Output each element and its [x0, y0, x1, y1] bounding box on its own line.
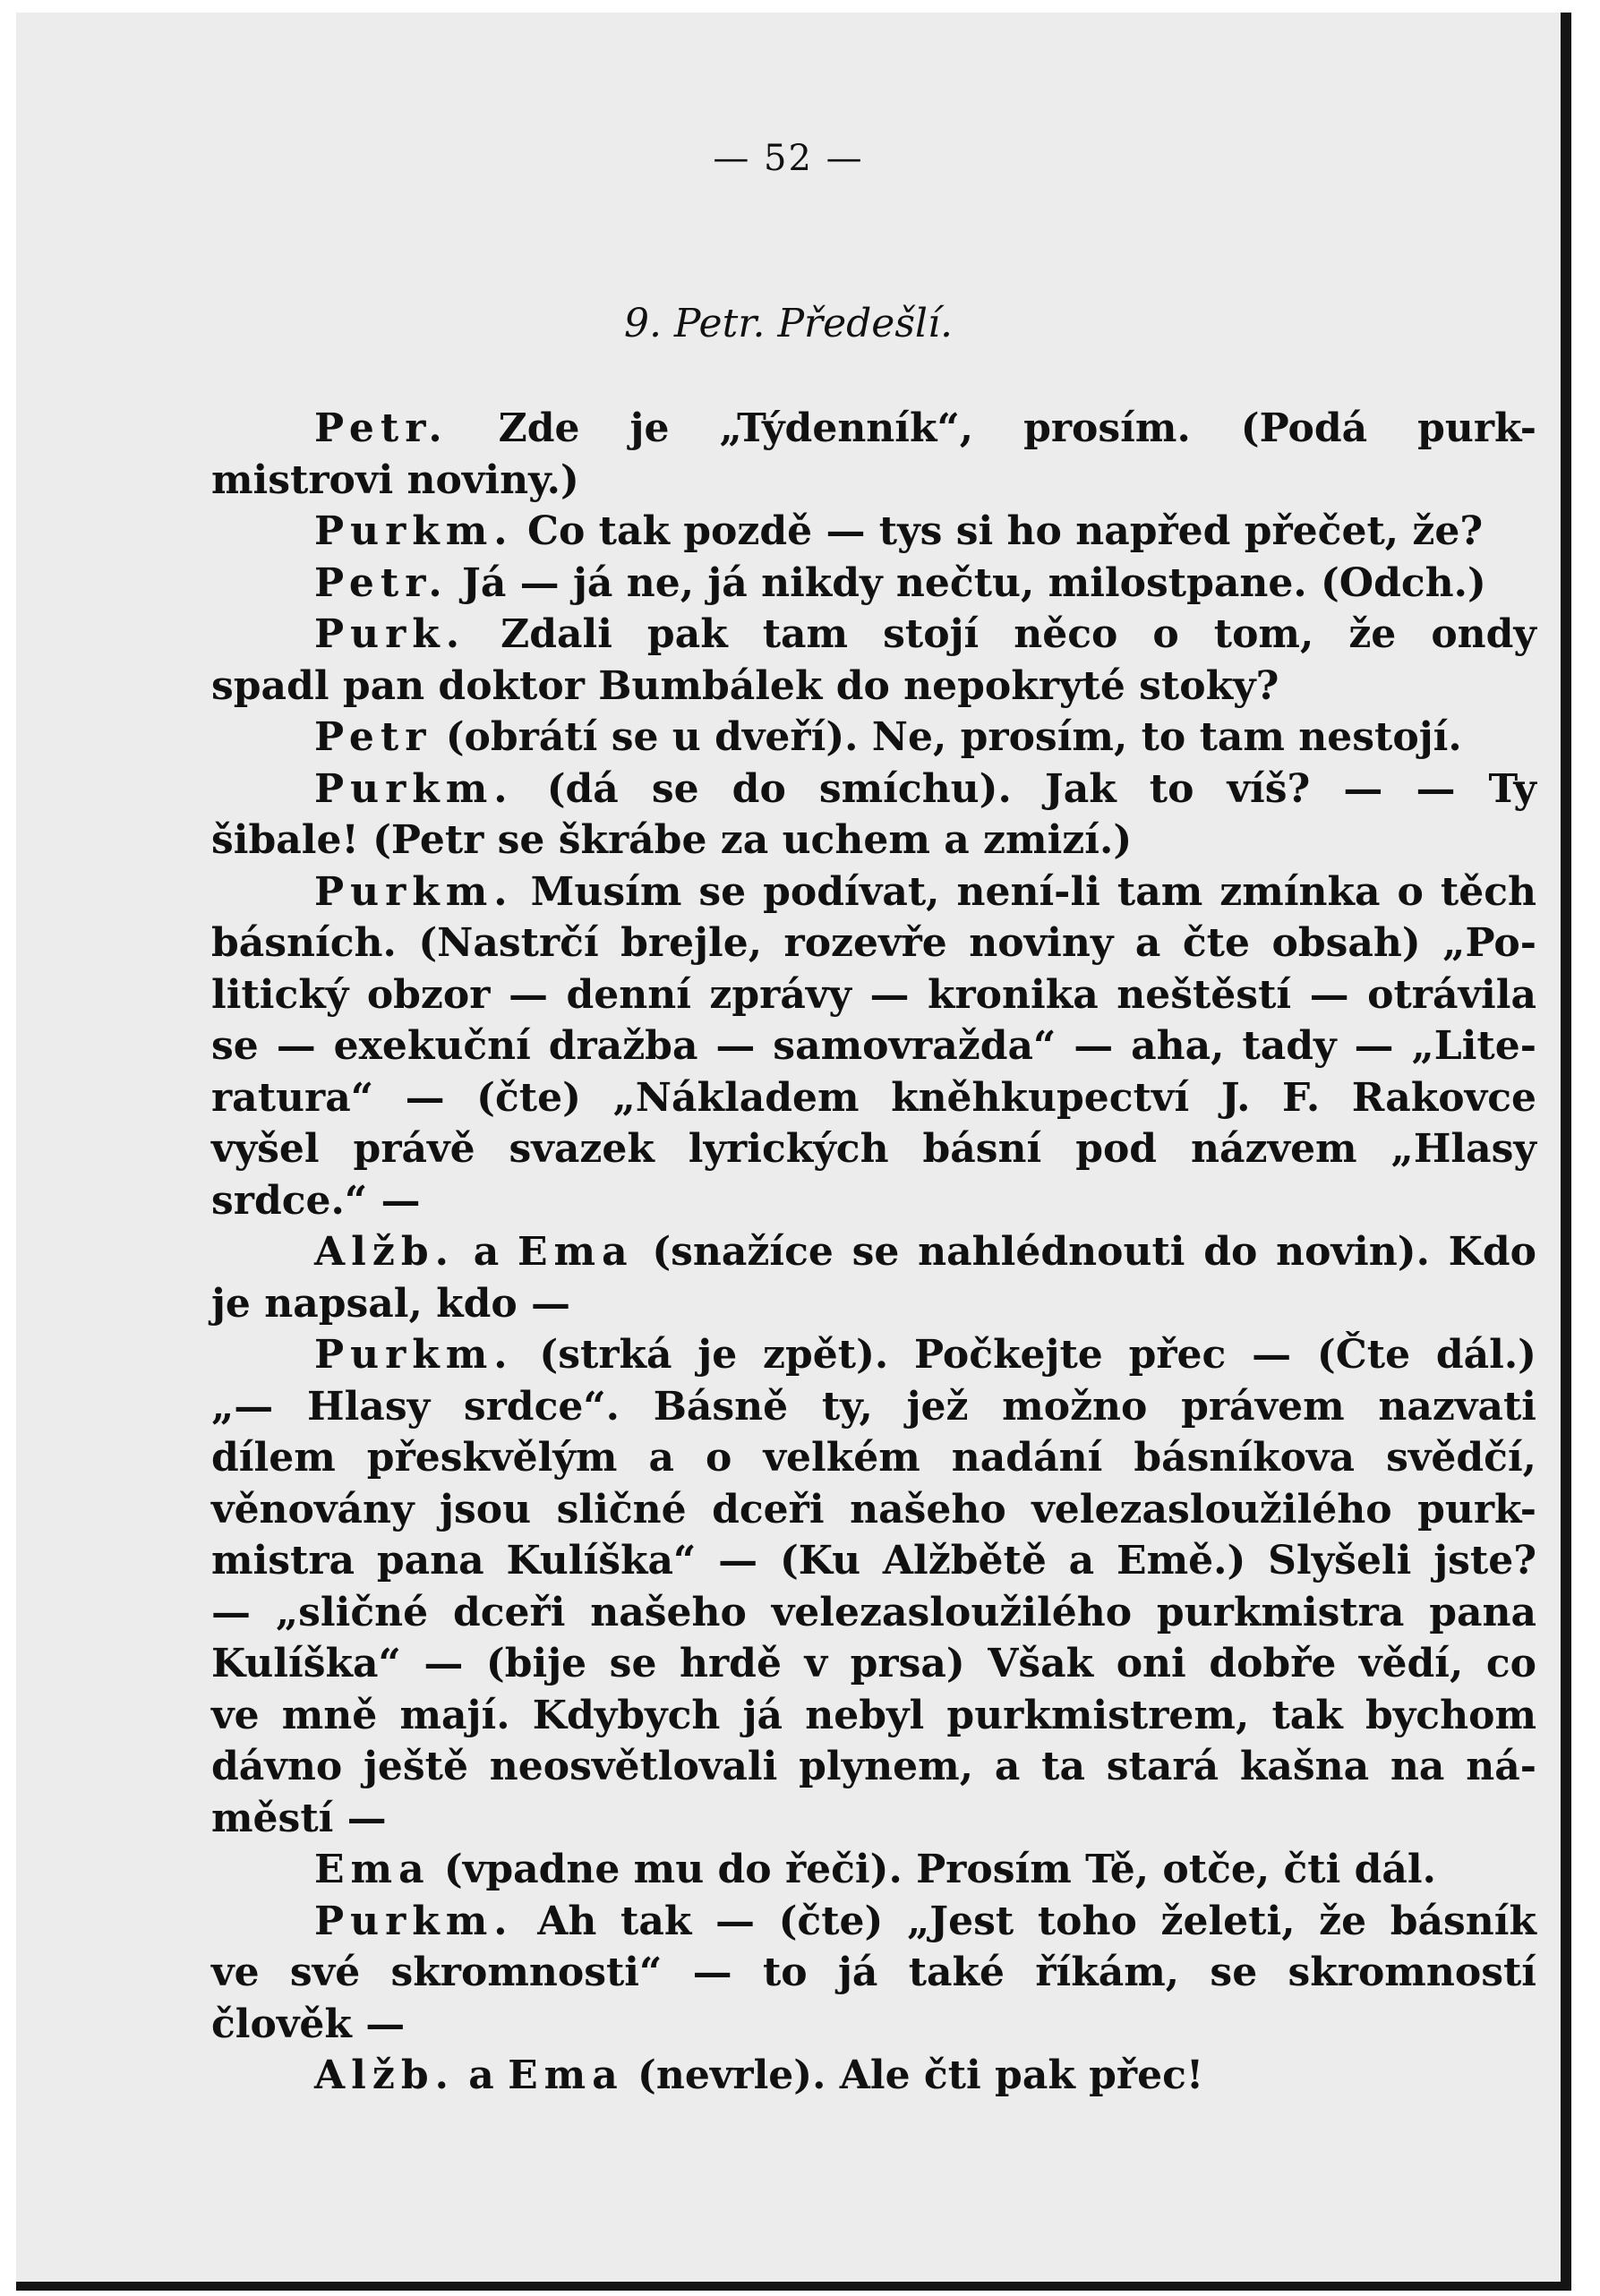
speaker-name: Alžb.	[314, 1229, 455, 1275]
text-line	[211, 1587, 1536, 1639]
text-line	[211, 661, 1536, 713]
text-line	[211, 1638, 1536, 1690]
speaker-name: Petr.	[314, 405, 449, 451]
speaker-name: Purkm.	[314, 868, 514, 915]
text-line	[211, 2050, 1536, 2102]
line-text: — „sličné dceři našeho velezasloužilého purkmistra pana	[211, 1589, 1536, 1635]
line-text: a	[454, 2053, 509, 2098]
speaker-name: Purkm.	[314, 765, 514, 812]
line-text: Musím se podívat, není-li tam zmínka o těch	[513, 868, 1536, 915]
text-line	[211, 1175, 1536, 1227]
speaker-name: Ema	[314, 1847, 431, 1892]
text-line	[211, 1896, 1536, 1948]
text-line	[211, 506, 1536, 558]
line-text: „— Hlasy srdce“. Básně ty, jež možno právem nazvati	[211, 1383, 1536, 1430]
line-text: vyšel právě svazek lyrických básní pod názvem „Hlasy	[211, 1126, 1536, 1172]
text-line	[211, 1020, 1536, 1072]
line-text: je napsal, kdo —	[211, 1280, 571, 1327]
text-line	[211, 455, 1536, 507]
text-line	[211, 1793, 1536, 1845]
speaker-name: Alžb.	[314, 2053, 455, 2098]
line-text: litický obzor — denní zprávy — kronika neštěstí — otrávila	[211, 971, 1536, 1018]
text-line	[211, 1844, 1536, 1896]
text-line	[211, 1329, 1536, 1381]
speaker-name: Purkm.	[314, 508, 514, 554]
text-line	[211, 1432, 1536, 1484]
line-text: (strká je zpět). Počkejte přec — (Čte dál.)	[513, 1332, 1536, 1378]
line-text: Zde je „Týdenník“, prosím. (Podá purk-	[448, 405, 1536, 451]
line-text: ve mně mají. Kdybych já nebyl purkmistrem, tak bychom	[211, 1692, 1536, 1738]
book-page	[16, 13, 1571, 2291]
text-line	[211, 918, 1536, 969]
text-line	[211, 558, 1536, 610]
text-line	[211, 1999, 1536, 2051]
speaker-name: Purk.	[314, 611, 466, 657]
text-line	[211, 609, 1536, 661]
line-text: (vpadne mu do řeči). Prosím Tě, otče, čti dál.	[430, 1847, 1436, 1892]
line-text: Já — já ne, já nikdy nečtu, milostpane. (Odch.)	[448, 559, 1486, 606]
line-text: Zdali pak tam stojí něco o tom, že ondy	[466, 611, 1536, 657]
line-text: ve své skromnosti“ — to já také říkám, se skromností	[211, 1950, 1536, 1995]
text-line	[211, 815, 1536, 866]
speaker-name: Purkm.	[314, 1332, 514, 1378]
text-line	[211, 1226, 1536, 1278]
line-text: se — exekuční dražba — samovražda“ — aha, tady — „Lite-	[211, 1023, 1536, 1069]
line-text: ratura“ — (čte) „Nákladem kněhkupectví J. F. Rakovce	[211, 1074, 1536, 1121]
speaker-name: Purkm.	[314, 1898, 514, 1944]
line-text: šibale! (Petr se škrábe za uchem a zmizí.)	[211, 817, 1133, 863]
speaker-name: Petr	[314, 714, 432, 760]
line-text: dávno ještě neosvětlovali plynem, a ta stará kašna na ná-	[211, 1744, 1536, 1789]
text-line	[211, 403, 1536, 455]
text-line	[211, 1123, 1536, 1175]
scene-heading: 9. Petr. Předešlí.	[623, 301, 954, 346]
line-text: spadl pan doktor Bumbálek do nepokryté stoky?	[211, 662, 1279, 709]
line-text: věnovány jsou sličné dceři našeho velezasloužilého purk-	[211, 1486, 1536, 1532]
text-line	[211, 1690, 1536, 1742]
line-text: a	[454, 1229, 518, 1275]
line-text: (dá se do smíchu). Jak to víš? — — Ty	[513, 765, 1536, 812]
speaker-name: Petr.	[314, 559, 449, 606]
text-line	[211, 1381, 1536, 1433]
text-line	[211, 1072, 1536, 1124]
speaker-name: Ema	[517, 1229, 634, 1275]
text-line	[211, 764, 1536, 815]
line-text: (obrátí se u dveří). Ne, prosím, to tam nestojí.	[432, 714, 1462, 760]
line-text: městí —	[211, 1795, 387, 1841]
line-text: (nevrle). Ale čti pak přec!	[623, 2053, 1204, 2098]
line-text: Co tak pozdě — tys si ho napřed přečet, že?	[513, 508, 1484, 554]
text-line	[211, 1947, 1536, 1999]
text-line	[211, 969, 1536, 1021]
text-line	[211, 1484, 1536, 1536]
dialogue-text	[211, 403, 1536, 2102]
page-number: — 52 —	[713, 138, 864, 179]
text-line	[211, 866, 1536, 918]
text-line	[211, 1741, 1536, 1793]
line-text: mistra pana Kulíška“ — (Ku Alžbětě a Emě.) Slyšeli jste?	[211, 1538, 1536, 1583]
line-text: člověk —	[211, 2001, 406, 2047]
line-text: mistrovi noviny.)	[211, 457, 579, 503]
text-line	[211, 712, 1536, 764]
line-text: Kulíška“ — (bije se hrdě v prsa) Však oni dobře vědí, co	[211, 1641, 1536, 1686]
line-text: (snažíce se nahlédnouti do novin). Kdo	[633, 1229, 1536, 1275]
line-text: básních. (Nastrčí brejle, rozevře noviny a čte obsah) „Po-	[211, 920, 1536, 966]
line-text: dílem přeskvělým a o velkém nadání básníkova svědčí,	[211, 1435, 1536, 1481]
text-line	[211, 1278, 1536, 1330]
speaker-name: Ema	[508, 2053, 624, 2098]
line-text: Ah tak — (čte) „Jest toho želeti, že básník	[513, 1898, 1536, 1944]
line-text: srdce.“ —	[211, 1177, 421, 1224]
text-line	[211, 1535, 1536, 1587]
